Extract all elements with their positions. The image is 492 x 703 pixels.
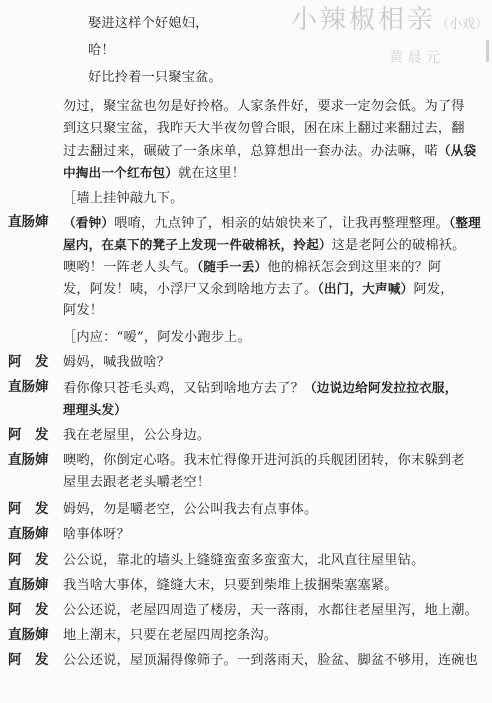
speaker-name: 直肠婶 [8,526,49,542]
stage-direction: （出门，大声喊） [317,281,414,296]
stage-direction: （从袋 [437,143,477,158]
dialogue-text: 姆妈，喊我做啥？ [63,355,171,370]
dialogue-text: 阿发！ [63,303,104,318]
script-line [63,189,184,208]
speaker-name: 直肠婶 [8,452,49,468]
speaker-name: 直肠婶 [8,379,49,395]
dialogue-text: 他的棉袄怎会到这里来的？阿 [267,260,442,275]
script-line [63,141,476,161]
script-line [88,14,209,33]
script-line [63,235,466,255]
script-line [63,651,478,670]
speaker-name: 直肠婶 [8,627,49,643]
play-title: 小辣椒相亲（小戏） [290,5,488,35]
script-line [63,525,130,544]
dialogue-text: 我当啥大事体，缝缝大末，只要到柴堆上拔捆柴塞塞紧。 [63,578,398,593]
script-line [63,500,317,519]
dialogue-text: 喂唷，九点钟了，相亲的姑娘快来了，让我再整理整理。 [114,216,449,231]
script-line [63,163,245,183]
dialogue-text: 噢哟，你倒定心咯。我末忙得像开进河浜的兵舰团团转，你末躲到老 [63,453,465,468]
stage-direction: （随手一丢） [196,259,268,274]
stage-direction: 理理头发） [63,402,127,417]
script-line [63,328,251,347]
dialogue-text: 屋里去跟老老头嚼老空！ [63,475,211,490]
script-line [63,551,424,570]
script-line [63,213,481,233]
dialogue-text: 发，阿发！咦，小浮尸又氽到啥地方去了。 [63,282,318,297]
script-line [63,301,103,320]
dialogue-text: 我在老屋里，公公身边。 [63,428,211,443]
dialogue-text: 公公还说，老屋四周造了楼房，天一落雨，水都往老屋里泻，地上潮。 [63,603,479,618]
speaker-name: 阿 发 [8,552,49,568]
stage-direction: 屋内，在桌下的凳子上发现一件破棉袄，拎起） [63,237,332,252]
stage-direction: （整理 [448,215,481,230]
script-line [63,426,210,445]
script-line [88,41,115,60]
dialogue-text: 到这只聚宝盆，我昨天大半夜勿曾合眼，困在床上翻过来翻过去，翻 [63,121,465,136]
stage-direction: （边说边给阿发拉拉衣服， [303,380,458,395]
script-line [63,451,465,470]
script-line [63,400,127,420]
dialogue-text: 地上潮末，只要在老屋四周挖条沟。 [63,628,278,643]
dialogue-text: 好比拎着一只聚宝盆。 [88,70,222,85]
dialogue-text: ［墙上挂钟敲九下。 [63,191,184,206]
script-line [63,97,465,116]
dialogue-text: 就在这里！ [178,166,246,181]
stage-direction: 中掏出一个红布包） [63,165,179,180]
script-line [63,378,458,398]
script-line [63,601,478,620]
author-name: 黄 晨 元 [389,50,440,66]
dialogue-text: 姆妈，勿是嚼老空，公公叫我去有点事体。 [63,502,318,517]
dialogue-text: 过去翻过来，碾破了一条床单，总算想出一套办法。办法嘛，喏 [63,144,438,159]
script-line [63,353,170,372]
script-line [63,119,465,138]
speaker-name: 阿 发 [8,427,49,443]
speaker-name: 阿 发 [8,652,49,668]
dialogue-text: 阿发， [413,282,454,297]
dialogue-text: 啥事体呀？ [63,527,130,542]
script-line [63,279,454,299]
title-bar-decoration [486,40,489,62]
dialogue-text: 看你像只苍毛头鸡，又钻到啥地方去了？ [63,381,304,396]
stage-direction: （看钟） [63,215,115,230]
dialogue-text: 哈！ [88,43,115,58]
dialogue-text: 娶进这样个好媳妇， [88,16,209,31]
script-line [88,68,222,87]
dialogue-text: ［内应：“嗳”，阿发小跑步上。 [63,330,251,345]
script-line [63,473,210,492]
speaker-name: 直肠婶 [8,214,49,230]
dialogue-text: 公公说，靠北的墙头上缝缝蛮蛮多蛮蛮大，北风直往屋里钻。 [63,553,425,568]
speaker-name: 阿 发 [8,501,49,517]
dialogue-text: 噢哟！一阵老人头气。 [63,260,197,275]
script-line [63,257,441,277]
dialogue-text: 公公还说，屋顶漏得像筛子。一到落雨天，脸盆、脚盆不够用，连碗也 [63,653,479,668]
speaker-name: 直肠婶 [8,577,49,593]
speaker-name: 阿 发 [8,354,49,370]
script-line [63,576,398,595]
dialogue-text: 勿过，聚宝盆也勿是好拎格。人家条件好，要求一定勿会低。为了得 [63,99,465,114]
script-line [63,626,277,645]
speaker-name: 阿 发 [8,602,49,618]
dialogue-text: 这是老阿公的破棉袄。 [331,238,466,253]
